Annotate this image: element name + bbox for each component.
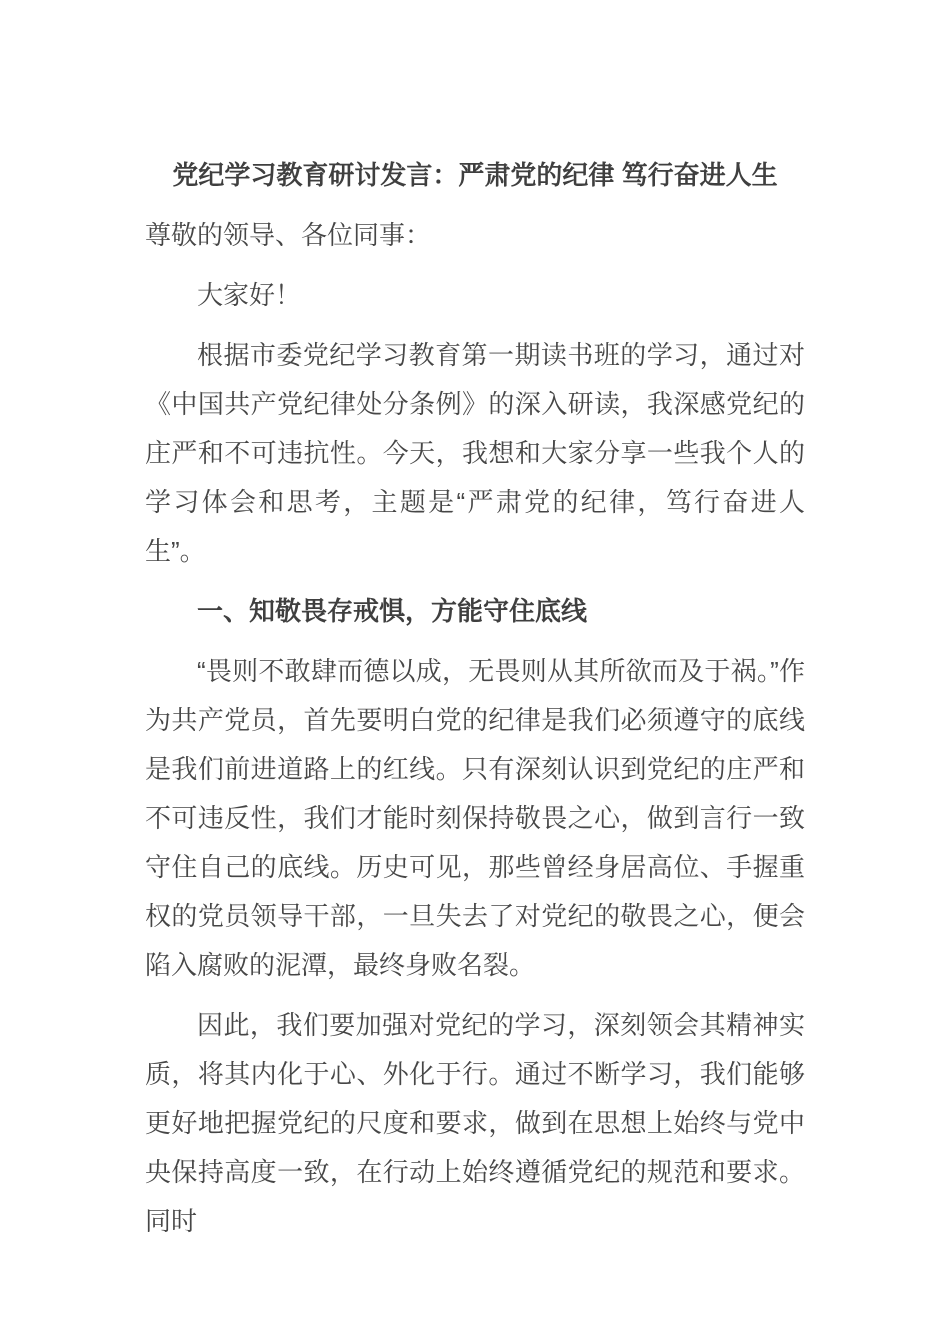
greeting-line: 大家好！: [197, 280, 302, 310]
section-1-paragraph-2: 因此，我们要加强对党纪的学习，深刻领会其精神实质，将其内化于心、外化于行。通过不断学习，我们能够更好地把握党纪的尺度和要求，做到在思想上始终与党中央保持高度一致，在行动上始终遵循党纪的规范和要求。同时: [145, 1010, 805, 1236]
document-page: [145, 0, 805, 1246]
intro-paragraph: 根据市委党纪学习教育第一期读书班的学习，通过对《中国共产党纪律处分条例》的深入研读，我深感党纪的庄严和不可违抗性。今天，我想和大家分享一些我个人的学习体会和思考，主题是“严肃党的纪律，笃行奋进人生”。: [145, 340, 805, 566]
document-title: 党纪学习教育研讨发言：严肃党的纪律 笃行奋进人生: [172, 160, 778, 190]
section-1-heading: 一、知敬畏存戒惧，方能守住底线: [197, 596, 588, 626]
salutation-line: 尊敬的领导、各位同事：: [145, 220, 432, 250]
section-1-paragraph-1: “畏则不敢肆而德以成，无畏则从其所欲而及于祸。”作为共产党员，首先要明白党的纪律是我们必须遵守的底线是我们前进道路上的红线。只有深刻认识到党纪的庄严和不可违反性，我们才能时刻保持敬畏之心，做到言行一致守住自己的底线。历史可见，那些曾经身居高位、手握重权的党员领导干部，一旦失去了对党纪的敬畏之心，便会陷入腐败的泥潭，最终身败名裂。: [145, 656, 805, 980]
